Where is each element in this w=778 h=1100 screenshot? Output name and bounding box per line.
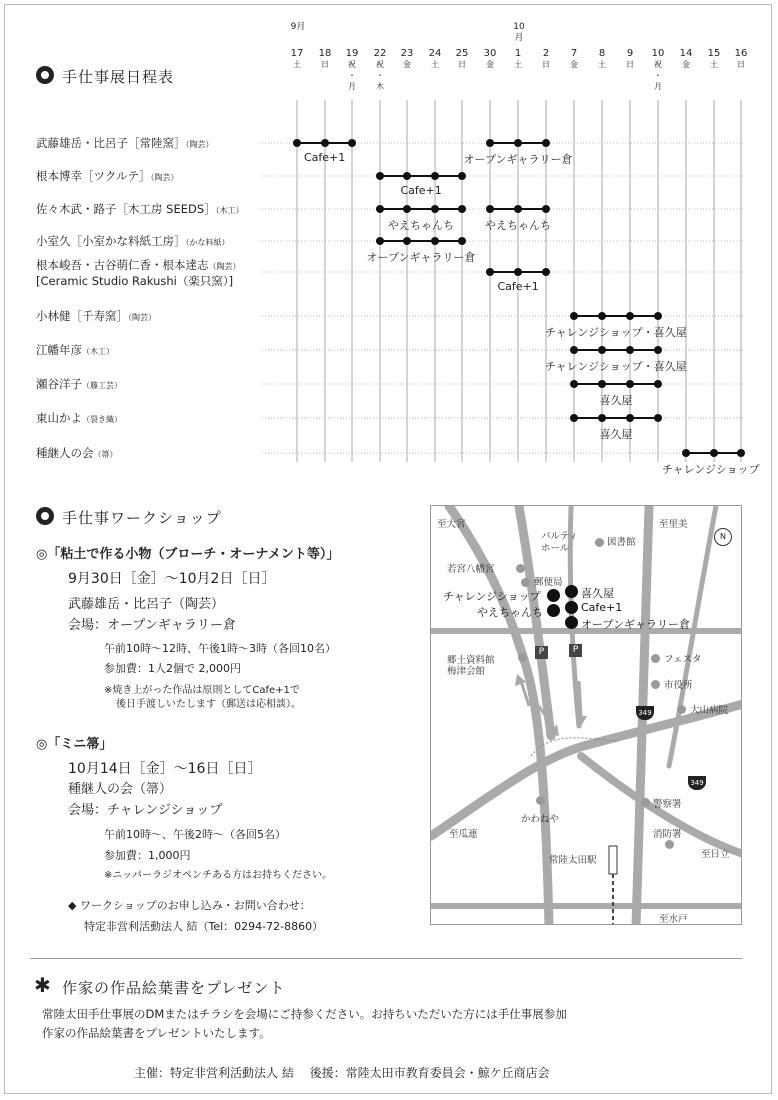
day-number: 15 [707, 48, 721, 59]
route-349-icon: 349 [636, 706, 654, 720]
workshop-1-time: 午前10時〜12時、午後1時〜3時（各回10名） [104, 642, 336, 655]
north-arrow-icon: N [714, 528, 732, 546]
weekday-label: 日 [626, 60, 634, 69]
craft-type: （木工） [82, 347, 114, 356]
exhibit-day-dot [458, 205, 466, 213]
day-number: 23 [400, 48, 414, 59]
library-label: 図書館 [607, 537, 636, 548]
exhibit-day-dot [376, 205, 384, 213]
weekday-label: 金 [570, 60, 578, 69]
workshop-1-note1: ※焼き上がった作品は原則としてCafe+1で [104, 685, 300, 696]
day-number: 22 [373, 48, 387, 59]
workshop-2-time: 午前10時〜、午後2時〜（各回5名） [104, 828, 286, 841]
exhibit-day-dot [431, 205, 439, 213]
craft-type: （陶芸） [150, 173, 179, 182]
wakamiya-pin-icon [516, 564, 525, 573]
kawaneya-pin-icon [536, 796, 545, 805]
venue-caption: やえちゃんち [388, 219, 454, 232]
exhibit-day-dot [321, 139, 329, 147]
yae-chanchi-label: やえちゃんち [477, 606, 543, 619]
venue-dot-icon [565, 616, 578, 629]
craft-type: （陶芸） [128, 313, 156, 322]
exhibit-day-dot [376, 172, 384, 180]
day-number: 25 [455, 48, 469, 59]
exhibit-day-dot [293, 139, 301, 147]
craft-type: （かな料紙） [185, 238, 230, 247]
exhibit-day-dot [514, 139, 522, 147]
exhibit-day-dot [486, 205, 494, 213]
workshop-2-venue: 会場：チャレンジショップ [68, 803, 223, 818]
day-number: 19 [345, 48, 359, 59]
exhibit-day-dot [654, 312, 662, 320]
workshop-title: 手仕事ワークショップ [62, 509, 222, 527]
weekday-label: 金 [486, 60, 494, 69]
knot-logo-icon [36, 507, 54, 525]
exhibit-day-dot [376, 237, 384, 245]
workshop-2-teacher: 種継人の会（箒） [68, 782, 173, 797]
library-pin-icon [595, 538, 604, 547]
exhibit-day-dot [431, 172, 439, 180]
parutei-label: パルティ [541, 531, 579, 542]
exhibit-day-dot [598, 414, 606, 422]
day-number: 7 [570, 48, 578, 59]
day-number: 16 [734, 48, 748, 59]
artist-row-label [36, 201, 244, 217]
footer-organizer: 主催：特定非営利活動法人 結 後援：常陸太田市教育委員会・鯨ケ丘商店会 [134, 1066, 550, 1080]
festa-label: フェスタ [664, 654, 702, 665]
artist-name: 江幡年彦 [36, 343, 82, 357]
craft-type: （木工） [215, 206, 244, 215]
day-number: 1 [514, 48, 522, 59]
exhibit-day-dot [626, 414, 634, 422]
hospital-pin-icon [677, 705, 686, 714]
present-title: 作家の作品絵葉書をプレゼント [62, 979, 286, 997]
parking-icon: P [535, 646, 548, 659]
venue-dot-icon [565, 601, 578, 614]
weekday-label: 金 [403, 60, 411, 69]
workshop-1-title: ◎「粘土で作る小物（ブローチ・オーナメント等）」 [36, 547, 340, 562]
craft-type: （籐工芸） [82, 381, 122, 390]
craft-type: （陶芸） [185, 140, 214, 149]
weekday-label: 祝 ・ 木 [376, 60, 384, 91]
venue-caption: Cafe+1 [400, 184, 442, 197]
venue-caption: チャレンジショップ [662, 463, 760, 476]
artist-row-label [36, 308, 156, 324]
artist-row-label [36, 233, 230, 249]
weekday-label: 土 [431, 60, 439, 69]
day-number: 2 [542, 48, 550, 59]
contact-line-1: ◆ ワークショップのお申し込み・お問い合わせ： [68, 899, 311, 912]
gallery-label: オープンギャラリー倉 [581, 618, 691, 631]
parking-icon: P [569, 644, 582, 657]
craft-type: （陶芸） [208, 262, 241, 271]
artist-row-label [36, 135, 214, 151]
exhibit-day-dot [542, 268, 550, 276]
post-pin-icon [521, 578, 530, 587]
route-349-icon: 349 [688, 776, 706, 790]
artist-row-label [36, 257, 241, 289]
day-number: 9 [626, 48, 634, 59]
weekday-label: 日 [458, 60, 466, 69]
venue-caption: 喜久屋 [599, 428, 633, 441]
artist-name: 根本博幸［ツクルテ］ [36, 169, 151, 183]
to-omiya-label: 至大宮 [437, 519, 466, 530]
venue-dot-icon [565, 585, 578, 598]
to-hitachi-label: 至日立 [701, 849, 730, 860]
exhibit-day-dot [403, 237, 411, 245]
workshop-1-teacher: 武藤雄岳・比呂子（陶芸） [68, 597, 225, 612]
to-mito-label: 至水戸 [659, 914, 688, 925]
exhibit-day-dot [598, 380, 606, 388]
month-oct-label: 10月 [513, 22, 525, 43]
section-divider [30, 958, 742, 959]
exhibit-day-dot [626, 346, 634, 354]
present-text-1: 常陸太田手仕事展のDMまたはチラシを会場にご持参ください。お持ちいただいた方には手仕事展参加 [42, 1007, 567, 1021]
day-number: 14 [679, 48, 693, 59]
month-sep-label: 9月 [290, 22, 306, 32]
weekday-label: 祝 ・ 月 [654, 60, 662, 91]
workshop-1-date: 9月30日［金］〜10月2日［日］ [68, 571, 276, 587]
exhibit-day-dot [570, 414, 578, 422]
museum-pin-icon [518, 653, 527, 662]
weekday-label: 土 [710, 60, 718, 69]
exhibit-day-dot [654, 414, 662, 422]
day-number: 18 [318, 48, 332, 59]
exhibit-day-dot [654, 346, 662, 354]
police-pin-icon [641, 798, 650, 807]
exhibit-day-dot [486, 139, 494, 147]
day-number: 30 [483, 48, 497, 59]
artist-row-label [36, 376, 122, 392]
exhibit-day-dot [570, 380, 578, 388]
exhibit-day-dot [486, 268, 494, 276]
exhibit-day-dot [458, 172, 466, 180]
kikuya-label: 喜久屋 [581, 587, 614, 600]
weekday-label: 土 [514, 60, 522, 69]
wakamiya-label: 若宮八幡宮 [447, 564, 495, 575]
artist-name: 佐々木武・路子［木工房 SEEDS］ [36, 202, 216, 216]
venue-dot-icon [547, 589, 560, 602]
artist-row-label [36, 342, 114, 358]
exhibit-day-dot [514, 205, 522, 213]
artist-name: 根本峻吾・古谷萌仁香・根本達志 [36, 258, 209, 272]
exhibit-day-dot [403, 205, 411, 213]
workshop-1-note2: 後日手渡しいたします（郵送は応相談）。 [116, 699, 301, 710]
artist-name: 武藤雄岳・比呂子［常陸窯］ [36, 136, 186, 150]
exhibit-day-dot [626, 312, 634, 320]
star-logo-icon: ✱ [34, 973, 51, 997]
craft-type: （箒） [93, 450, 118, 459]
exhibit-day-dot [710, 449, 718, 457]
workshop-2-title: ◎「ミニ箒」 [36, 737, 113, 752]
cafe-label: Cafe+1 [581, 601, 623, 614]
access-map [430, 505, 742, 925]
weekday-label: 日 [321, 60, 329, 69]
artist-name: 東山かよ [36, 411, 82, 425]
police-label: 警察署 [653, 799, 682, 810]
hall-label: ホール [541, 543, 570, 554]
weekday-label: 金 [682, 60, 690, 69]
artist-row-label [36, 445, 118, 461]
cityhall-label: 市役所 [664, 680, 693, 691]
exhibit-day-dot [514, 268, 522, 276]
day-number: 10 [651, 48, 665, 59]
venue-caption: Cafe+1 [304, 151, 346, 164]
kawaneya-label: かわねや [521, 814, 560, 825]
station-label: 常陸太田駅 [549, 855, 597, 866]
weekday-label: 土 [293, 60, 301, 69]
to-urizura-label: 至瓜連 [449, 829, 478, 840]
day-number: 24 [428, 48, 442, 59]
craft-type: （裂き織） [82, 415, 122, 424]
exhibit-day-dot [598, 346, 606, 354]
workshop-2-fee: 参加費：1,000円 [104, 849, 191, 862]
workshop-2-date: 10月14日［金］〜16日［日］ [68, 761, 262, 777]
contact-line-2: 特定非営利活動法人 結（Tel：0294-72-8860） [84, 920, 324, 933]
oyama-hospital-label: 大山病院 [690, 705, 729, 716]
exhibit-day-dot [737, 449, 745, 457]
workshop-1-fee: 参加費：1人2個で 2,000円 [104, 662, 241, 675]
festa-pin-icon [651, 654, 660, 663]
exhibit-day-dot [570, 312, 578, 320]
exhibit-day-dot [348, 139, 356, 147]
exhibit-day-dot [542, 205, 550, 213]
exhibit-day-dot [542, 139, 550, 147]
venue-dot-icon [547, 604, 560, 617]
studio-name: [Ceramic Studio Rakushi（楽只窯）] [36, 274, 234, 288]
challenge-shop-label: チャレンジショップ [443, 590, 541, 603]
weekday-label: 土 [598, 60, 606, 69]
exhibit-day-dot [682, 449, 690, 457]
present-text-2: 作家の作品絵葉書をプレゼントいたします。 [42, 1026, 271, 1040]
venue-caption: チャレンジショップ・喜久屋 [545, 326, 687, 339]
artist-name: 小林健［千寿窯］ [36, 309, 128, 323]
to-satomi-label: 至里美 [659, 519, 688, 530]
artist-name: 瀬谷洋子 [36, 377, 82, 391]
day-number: 8 [598, 48, 606, 59]
weekday-label: 日 [542, 60, 550, 69]
exhibit-day-dot [654, 380, 662, 388]
schedule-title: 手仕事展日程表 [62, 68, 175, 86]
venue-caption: やえちゃんち [485, 219, 551, 232]
workshop-2-note1: ※ニッパーラジオペンチある方はお持ちください。 [104, 870, 332, 881]
fire-station-label: 消防署 [653, 829, 682, 840]
museum-label: 郷土資料館 [447, 655, 495, 666]
workshop-1-venue: 会場：オープンギャラリー倉 [68, 618, 236, 633]
venue-caption: Cafe+1 [497, 280, 539, 293]
cityhall-pin-icon [651, 680, 660, 689]
exhibit-day-dot [570, 346, 578, 354]
venue-caption: チャレンジショップ・喜久屋 [545, 360, 687, 373]
exhibit-day-dot [403, 172, 411, 180]
fire-pin-icon [665, 840, 674, 849]
artist-row-label [36, 168, 179, 184]
umezu-label: 梅津会館 [447, 666, 486, 677]
exhibit-day-dot [458, 237, 466, 245]
exhibit-day-dot [431, 237, 439, 245]
artist-row-label [36, 410, 122, 426]
exhibit-day-dot [598, 312, 606, 320]
post-office-label: 郵便局 [534, 577, 563, 588]
artist-name: 種継人の会 [36, 446, 94, 460]
weekday-label: 祝 ・ 月 [348, 60, 356, 91]
exhibit-day-dot [626, 380, 634, 388]
artist-name: 小室久［小室かな料紙工房］ [36, 234, 186, 248]
venue-caption: オープンギャラリー倉 [366, 251, 476, 264]
day-number: 17 [290, 48, 304, 59]
weekday-label: 日 [737, 60, 745, 69]
venue-caption: 喜久屋 [599, 394, 633, 407]
venue-caption: オープンギャラリー倉 [463, 153, 573, 166]
